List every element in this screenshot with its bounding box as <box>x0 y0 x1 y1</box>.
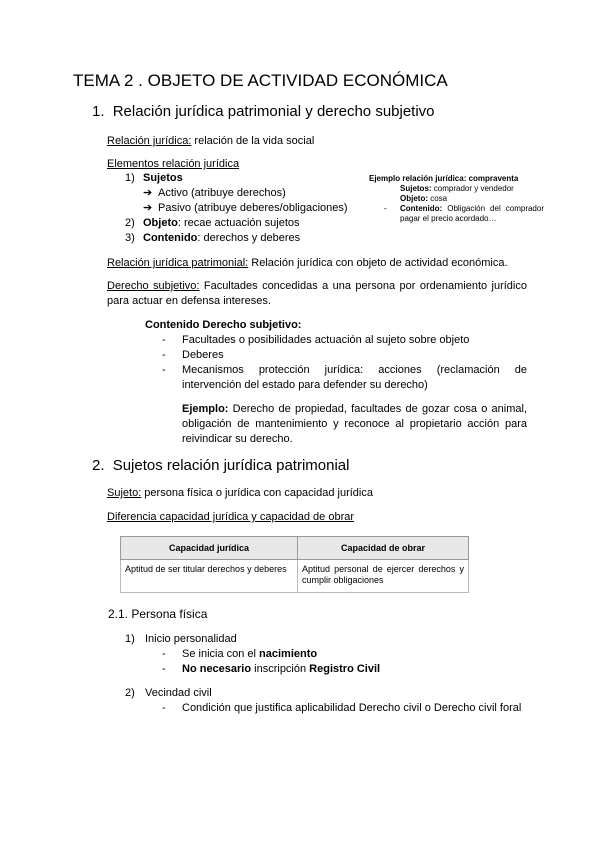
section-2-title: Sujetos relación jurídica patrimonial <box>112 457 350 474</box>
section-2-number: 2. <box>92 457 105 474</box>
side-sujetos-text: comprador y vendedor <box>431 184 514 193</box>
dash-marker: - <box>162 663 166 675</box>
derecho-subjetivo-text: Facultades concedidas a una persona por ordenamiento jurídico para actuar en defensa intereses. <box>107 280 527 307</box>
arrow-icon: ➔ <box>143 202 153 214</box>
rel-juridica-text: relación de la vida social <box>191 135 315 147</box>
subsection-2-1-heading: 2.1. Persona física <box>108 607 208 621</box>
table-header-row <box>121 537 469 560</box>
contenido-item <box>162 348 527 363</box>
item-bold: Objeto <box>143 217 178 229</box>
table-cell: Aptitud personal de ejercer derechos y cumplir obligaciones <box>298 560 469 593</box>
inicio-personalidad-list <box>162 647 522 677</box>
sujeto-label: Sujeto: <box>107 487 142 499</box>
side-example-title: Ejemplo relación jurídica: compraventa <box>369 174 519 183</box>
elementos-list <box>125 171 365 246</box>
capacidad-table <box>120 536 469 593</box>
elementos-heading: Elementos relación jurídica <box>107 158 240 170</box>
ejemplo-text: Derecho de propiedad, facultades de gozar cosa o animal, obligación de mantenimiento y reconoce al propietario acción para reivindicar su derecho. <box>182 403 527 445</box>
item-text: Inicio personalidad <box>145 633 237 645</box>
side-contenido-text: Obligación del comprador pagar el precio acordado… <box>400 204 544 223</box>
side-objeto-label: Objeto: <box>400 194 428 203</box>
elemento-item-3 <box>125 231 365 246</box>
item-number: 3) <box>125 232 135 244</box>
sujetos-sub-2 <box>125 201 365 216</box>
rel-juridica-label: Relación jurídica: <box>107 135 192 147</box>
rel-patrimonial-definition <box>107 256 508 271</box>
side-sujetos <box>369 184 544 194</box>
list-item-bold: nacimiento <box>259 648 318 660</box>
rel-juridica-definition <box>107 134 314 149</box>
sujeto-text: persona física o jurídica con capacidad jurídica <box>141 487 373 499</box>
dash-marker: - <box>162 364 166 376</box>
list-item <box>162 662 522 677</box>
arrow-icon: ➔ <box>143 187 153 199</box>
contenido-item-text: Deberes <box>182 349 224 361</box>
contenido-list <box>162 333 527 393</box>
list-item-text: Condición que justifica aplicabilidad Derecho civil o Derecho civil foral <box>182 702 522 714</box>
contenido-item <box>162 333 527 348</box>
side-example <box>369 174 544 224</box>
list-item-bold: No necesario <box>182 663 252 675</box>
sujeto-definition <box>107 486 373 501</box>
derecho-subjetivo-label: Derecho subjetivo: <box>107 280 200 292</box>
contenido-item-text: Facultades o posibilidades actuación al sujeto sobre objeto <box>182 334 470 346</box>
dash-marker: - <box>162 334 166 346</box>
section-1-number: 1. <box>92 103 105 120</box>
section-1-title: Relación jurídica patrimonial y derecho subjetivo <box>112 103 435 120</box>
table-header-cell: Capacidad de obrar <box>298 537 469 560</box>
side-contenido <box>369 204 544 224</box>
contenido-item-text: Mecanismos protección jurídica: acciones (reclamación de intervención del estado para defender su derecho) <box>182 364 527 391</box>
section-2-heading <box>92 457 349 474</box>
item-bold: Sujetos <box>143 172 183 184</box>
item-rest: : recae actuación sujetos <box>177 217 300 229</box>
table-row <box>121 560 469 593</box>
rel-patrimonial-label: Relación jurídica patrimonial: <box>107 257 249 269</box>
dash-marker: - <box>162 648 166 660</box>
sujetos-sub-1 <box>125 186 365 201</box>
ejemplo-label: Ejemplo: <box>182 403 229 415</box>
elemento-item-2 <box>125 216 365 231</box>
sub-item-text: Pasivo (atribuye deberes/obligaciones) <box>158 202 348 214</box>
table-cell: Aptitud de ser titular derechos y deberes <box>121 560 298 593</box>
item-number: 1) <box>125 633 135 645</box>
dash-marker: - <box>162 349 166 361</box>
section-1-heading <box>92 103 435 120</box>
rel-patrimonial-text: Relación jurídica con objeto de actividad económica. <box>248 257 508 269</box>
vecindad-civil-item <box>125 686 212 701</box>
item-number: 1) <box>125 172 135 184</box>
derecho-subjetivo-definition <box>107 279 527 309</box>
item-text: Vecindad civil <box>145 687 212 699</box>
list-item <box>162 701 542 716</box>
contenido-item <box>162 363 527 393</box>
item-bold: Contenido <box>143 232 198 244</box>
side-objeto-text: cosa <box>428 194 448 203</box>
page-title: TEMA 2 . OBJETO DE ACTIVIDAD ECONÓMICA <box>73 71 448 90</box>
table-header-cell: Capacidad jurídica <box>121 537 298 560</box>
list-item-text: Se inicia con el <box>182 648 260 660</box>
side-objeto <box>369 194 544 204</box>
sub-item-text: Activo (atribuye derechos) <box>158 187 286 199</box>
vecindad-civil-list <box>162 701 542 716</box>
diferencia-heading: Diferencia capacidad jurídica y capacidad de obrar <box>107 511 355 523</box>
item-number: 2) <box>125 687 135 699</box>
contenido-title: Contenido Derecho subjetivo: <box>145 319 302 331</box>
list-item-bold: Registro Civil <box>309 663 381 675</box>
item-number: 2) <box>125 217 135 229</box>
ejemplo-paragraph <box>182 402 527 447</box>
side-contenido-label: Contenido: <box>400 204 443 213</box>
list-item-text: inscripción <box>251 663 310 675</box>
dash-marker: - <box>162 702 166 714</box>
list-item <box>162 647 522 662</box>
side-sujetos-label: Sujetos: <box>400 184 432 193</box>
item-rest: : derechos y deberes <box>197 232 301 244</box>
side-dash: - <box>384 204 387 213</box>
elemento-item-1 <box>125 171 365 186</box>
inicio-personalidad-item <box>125 632 237 647</box>
